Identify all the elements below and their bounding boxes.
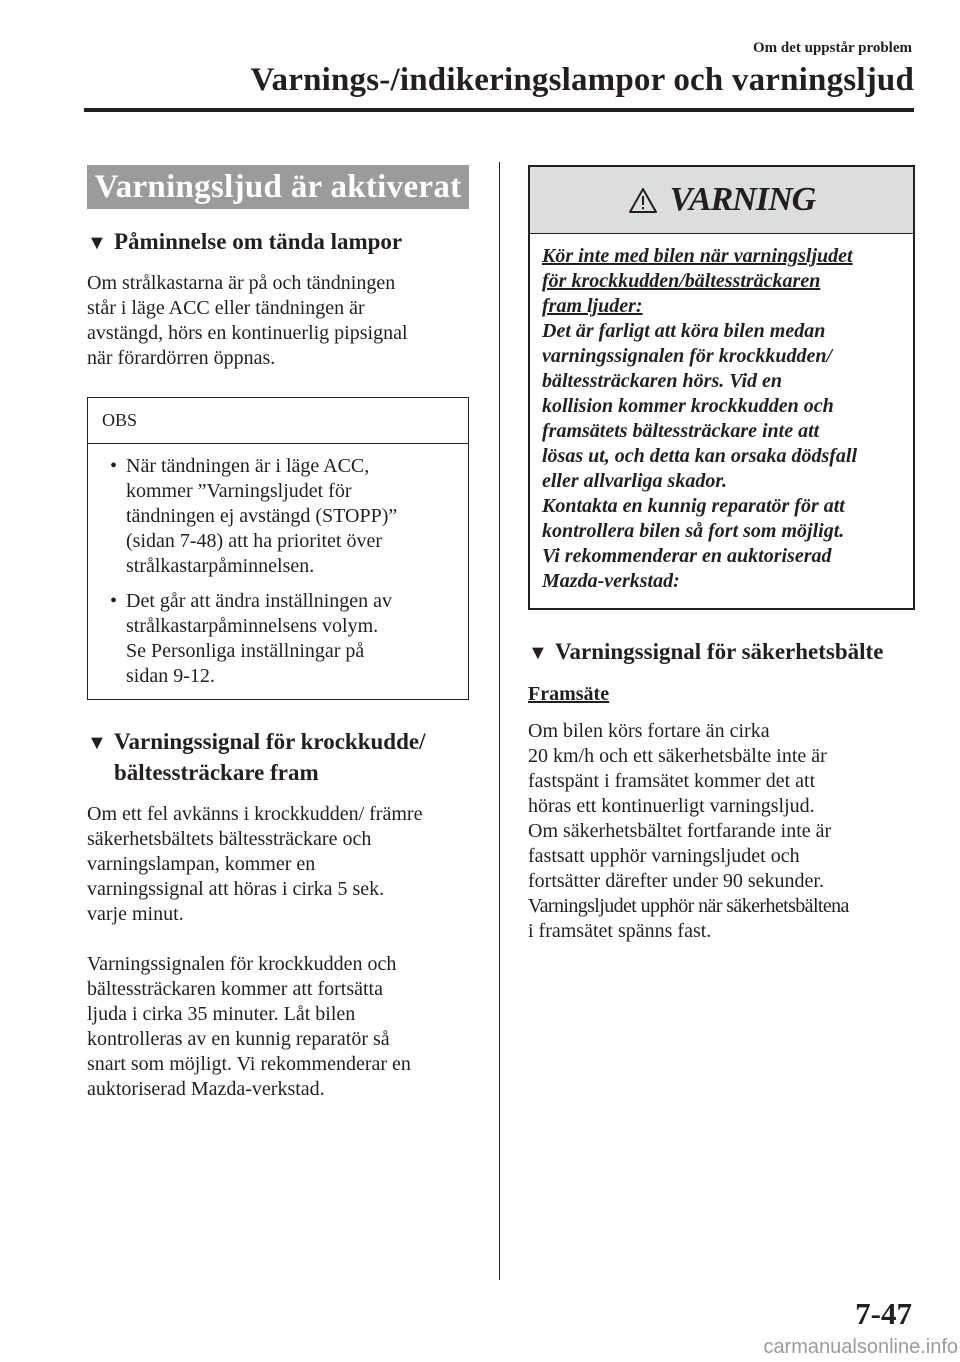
airbag-paragraph-2: Varningssignalen för krockkudden och bältessträckaren kommer att fortsätta ljuda i cirka 35 minuter. Låt bilen kontrolleras av en kunnig reparatör så snart som möjligt. Vi rekommenderar en auktoriserad Mazda-verkstad.	[87, 953, 411, 1100]
page-number: 7-47	[855, 1296, 912, 1331]
warning-header	[530, 167, 913, 234]
section-banner: Varningsljud är aktiverat	[87, 165, 469, 209]
obs-bullet-2: • Det går att ändra inställningen av strålkastarpåminnelsens volym. Se Personliga inställningar på sidan 9-12.	[110, 590, 393, 687]
heading-airbag-warning: ▼ Varningssignal för krockkudde/ bältessträckare fram	[87, 729, 426, 785]
header-rule	[84, 108, 914, 112]
bullet-icon: •	[110, 590, 118, 612]
page-header-title: Varnings-/indikeringslampor och varningsljud	[250, 62, 914, 98]
warning-title: VARNING	[669, 181, 816, 218]
seatbelt-text: Om bilen körs fortare än cirka 20 km/h och ett säkerhetsbälte inte är fastspänt i framsätet kommer det att höras ett kontinuerligt varningsljud. Om säkerhetsbältet fortfarande inte är fastsatt upphör varningsljudet och fortsätter därefter under 90 sekunder. Varningsljudet upphör när säkerhetsbältena i framsätet spänns fast.	[528, 720, 849, 942]
heading-lamp-reminder: ▼ Påminnelse om tända lampor	[87, 227, 469, 258]
obs-label: OBS	[88, 398, 468, 444]
header-section-label: Om det uppstår problem	[752, 40, 912, 56]
warning-triangle-icon	[628, 187, 658, 214]
warning-box	[528, 165, 915, 610]
warning-text: Kör inte med bilen när varningsljudet för krockkudden/bältessträckaren fram ljuder: Det är farligt att köra bilen medan varningssignalen för krockkudden/ bältessträckaren hörs. Vid en kollision kommer krockkudden och framsätets bältessträckare inte att lösas ut, och detta kan orsaka dödsfall eller allvarliga skador. Kontakta en kunnig reparatör för att kontrollera bilen så fort som möjligt. Vi rekommenderar en auktoriserad Mazda-verkstad:	[542, 245, 858, 592]
triangle-down-icon: ▼	[87, 732, 107, 754]
column-divider	[499, 162, 500, 1280]
airbag-paragraph-1: Om ett fel avkänns i krockkudden/ främre säkerhetsbältets bältessträckare och varningslampan, kommer en varningssignal att höras i cirka 5 sek. varje minut.	[87, 803, 423, 925]
obs-bullet-1: • När tändningen är i läge ACC, kommer ”Varningsljudet för tändningen ej avstängd (STOPP)” (sidan 7-48) att ha prioritet över strålkastarpåminnelsen.	[110, 455, 398, 577]
watermark-text: carmanualsonline.info	[763, 1336, 958, 1358]
triangle-down-icon: ▼	[528, 642, 548, 664]
subheading-front-seat: Framsäte	[528, 683, 610, 705]
right-column	[528, 165, 915, 944]
heading-seatbelt-warning: ▼ Varningssignal för säkerhetsbälte	[528, 637, 915, 668]
lamp-reminder-text: Om strålkastarna är på och tändningen står i läge ACC eller tändningen är avstängd, hörs en kontinuerlig pipsignal när förardörren öppnas.	[87, 272, 408, 369]
left-column	[87, 165, 469, 1102]
triangle-down-icon: ▼	[87, 232, 107, 254]
bullet-icon: •	[110, 455, 118, 477]
obs-note-box	[87, 397, 469, 700]
